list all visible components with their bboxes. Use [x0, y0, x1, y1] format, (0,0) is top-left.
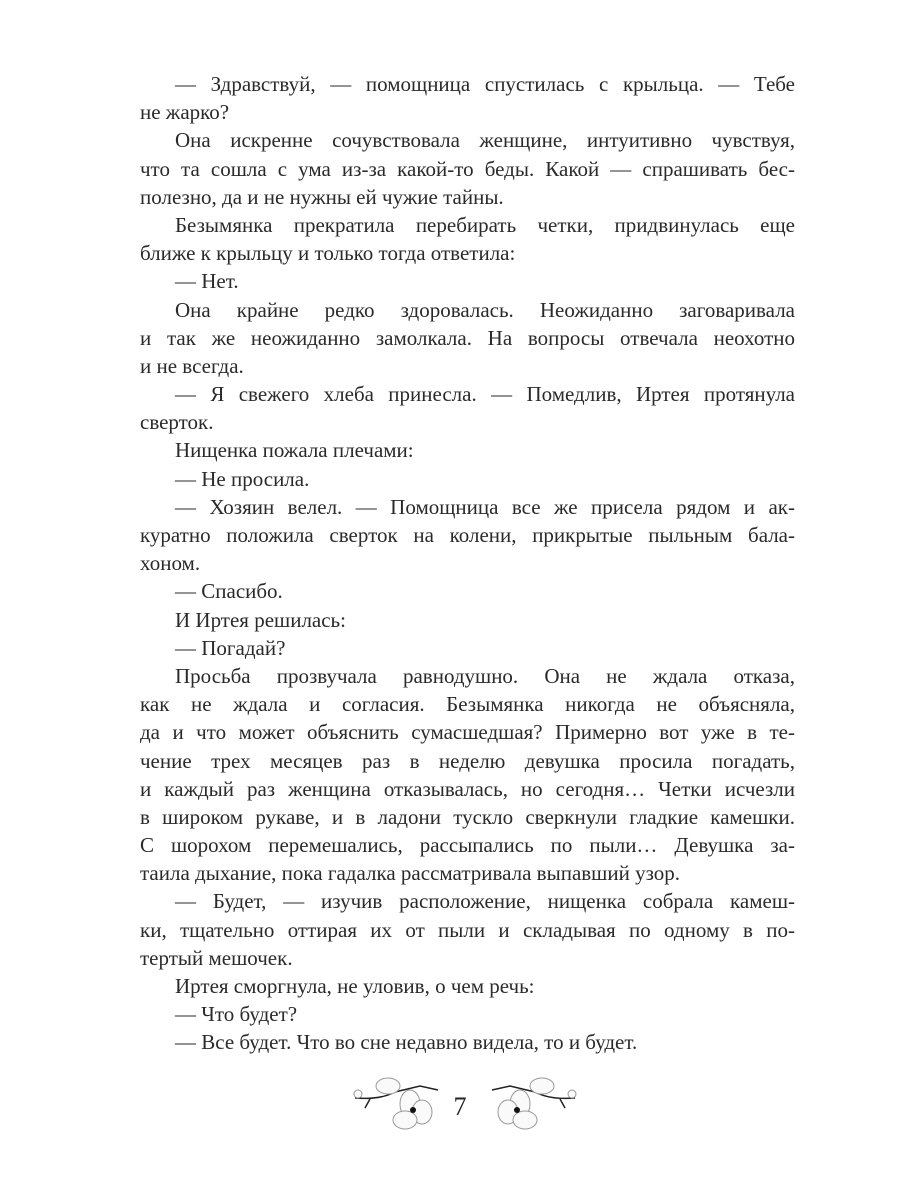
text-line: в широком рукаве, и в ладони тускло сверкнули гладкие камешки. [140, 804, 795, 829]
blossom-branch-icon [485, 1068, 580, 1138]
text-line: И Иртея решилась: [175, 607, 346, 632]
text-line: — Что будет? [175, 1002, 298, 1027]
text-line: чение трех месяцев раз в неделю девушка просила погадать, [140, 748, 795, 773]
text-line: — Будет, — изучив расположение, нищенка собрала камеш- [175, 889, 795, 914]
blossom-branch-icon [350, 1068, 445, 1138]
text-line: и каждый раз женщина отказывалась, но сегодня… Четки исчезли [140, 776, 795, 801]
text-line: ближе к крыльцу и только тогда ответила: [140, 241, 516, 266]
page-footer [0, 1068, 900, 1148]
text-line: ки, тщательно оттирая их от пыли и складывая по одному в по- [140, 917, 795, 942]
text-line: Она искренне сочувствовала женщине, интуитивно чувствуя, [175, 128, 795, 153]
text-line: Нищенка пожала плечами: [175, 438, 414, 463]
text-line: — Спасибо. [175, 579, 283, 604]
text-line: Просьба прозвучала равнодушно. Она не ждала отказа, [175, 663, 795, 688]
text-line: полезно, да и не нужны ей чужие тайны. [140, 184, 504, 209]
text-line: да и что может объяснить сумасшедшая? Примерно вот уже в те- [140, 720, 795, 745]
text-line: — Погадай? [175, 635, 286, 660]
text-line: — Все будет. Что во сне недавно видела, то и будет. [175, 1030, 638, 1055]
text-line: как не ждала и согласия. Безымянка никогда не объясняла, [140, 692, 795, 717]
text-line: — Я свежего хлеба принесла. — Помедлив, Иртея протянула [175, 382, 795, 407]
text-line: и так же неожиданно замолкала. На вопросы отвечала неохотно [140, 325, 795, 350]
text-line: Она крайне редко здоровалась. Неожиданно заговаривала [175, 297, 795, 322]
text-line: — Не просила. [175, 466, 310, 491]
text-line: что та сошла с ума из-за какой-то беды. Какой — спрашивать бес- [140, 156, 795, 181]
text-line: хоном. [140, 551, 201, 576]
text-line: — Хозяин велел. — Помощница все же присела рядом и ак- [175, 494, 795, 519]
text-line: куратно положила сверток на колени, прикрытые пыльным бала- [140, 523, 795, 547]
text-line: Безымянка прекратила перебирать четки, придвинулась еще [175, 212, 795, 237]
text-line: С шорохом перемешались, рассыпались по пыли… Девушка за- [140, 833, 795, 858]
text-line: таила дыхание, пока гадалка рассматривала выпавший узор. [140, 861, 681, 886]
text-line: Иртея сморгнула, не уловив, о чем речь: [175, 974, 535, 998]
page-number: 7 [453, 1092, 467, 1121]
text-line: — Нет. [175, 269, 239, 294]
text-line: — Здравствуй, — помощница спустилась с крыльца. — Тебе [175, 72, 795, 96]
page-body-text [140, 70, 795, 1057]
text-line: и не всегда. [140, 353, 244, 378]
text-line: не жарко? [140, 100, 230, 125]
text-line: тертый мешочек. [140, 945, 293, 970]
text-line: сверток. [140, 410, 214, 435]
